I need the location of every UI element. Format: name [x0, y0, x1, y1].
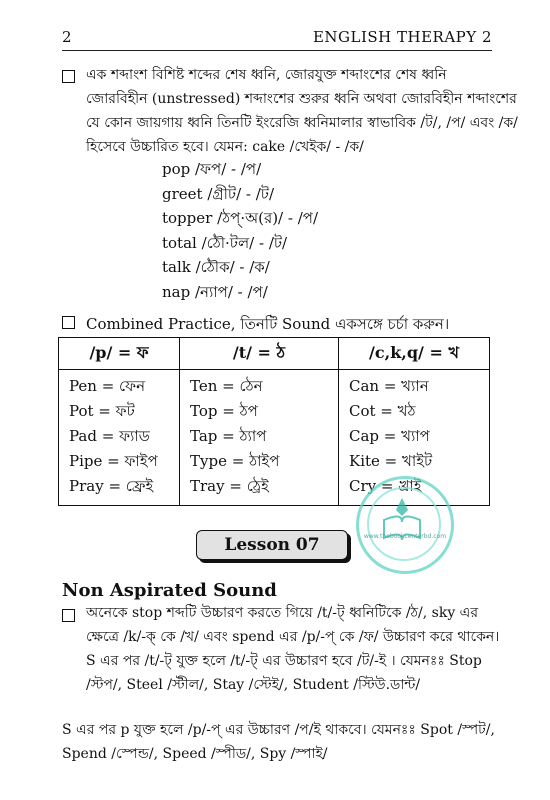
paragraph-line: Spend /স্পেন্ড/, Speed /স্পীড/, Spy /স্পাই/ [62, 746, 328, 762]
book-title: ENGLISH THERAPY 2 [312, 28, 492, 46]
example-item: nap /ন্যাপ/ - /প/ [162, 282, 268, 301]
paragraph-line: /স্টপ/, Steel /স্টীল/, Stay /স্টেই/, Student /স্টিউ.ডান্ট/ [86, 677, 421, 693]
column-header: /c,k,q/ = খ [339, 338, 490, 370]
example-item: pop /ফপ/ - /প/ [162, 160, 262, 178]
word-item: Pray = ফ্রেই [69, 477, 154, 495]
word-item: Cap = খ্যাপ [349, 427, 430, 445]
word-item: Can = খ্যান [349, 377, 429, 395]
intro-line: যে কোন জায়গায় ধ্বনি তিনটি ইংরেজি ধ্বনিমালার স্বাভাবিক /ট/, /প/ এবং /ক/ [86, 115, 518, 131]
example-item: talk /ঠৌক/ - /ক/ [162, 258, 270, 276]
word-item: Pipe = ফাইপ [69, 452, 158, 470]
word-item: Pot = ফট [69, 402, 135, 420]
table-cell [180, 370, 339, 506]
combined-practice-title: Combined Practice, তিনটি Sound একসঙ্গে চর্চা করুন। [86, 315, 450, 333]
word-item: Cot = খঠ [349, 402, 416, 420]
table-cell [59, 370, 180, 506]
intro-line: জোরবিহীন (unstressed) শব্দাংশের শুরুর ধ্বনি অথবা জোরবিহীন শব্দাংশের [86, 91, 517, 107]
word-item: Tap = ঠ্যাপ [190, 427, 267, 445]
sp-paragraph [62, 718, 495, 766]
example-item: topper /ঠপ্‌·অ(র)/ - /প/ [162, 209, 318, 227]
intro-paragraph [86, 63, 518, 159]
page-number: 2 [62, 28, 72, 46]
word-item: Cry = খ্রাই [349, 477, 422, 495]
watermark-stamp [356, 476, 454, 574]
stamp-url: www.thebookcenterbd.com [363, 533, 447, 540]
intro-line: এক শব্দাংশ বিশিষ্ট শব্দের শেষ ধ্বনি, জোরযুক্ত শব্দাংশের শেষ ধ্বনি [86, 67, 447, 83]
word-item: Pad = ফ্যাড [69, 427, 150, 445]
lesson-badge: Lesson 07 [196, 530, 348, 560]
example-item: greet /গ্রীট/ - /ট/ [162, 184, 275, 203]
checkbox-bullet-icon [62, 609, 75, 622]
example-item: total /ঠৌ·টল/ - /ট/ [162, 233, 288, 252]
checkbox-bullet-icon [62, 70, 75, 83]
column-header: /t/ = ঠ [180, 338, 339, 370]
paragraph-line: ক্ষেত্রে /k/-ক্ কে /খ/ এবং spend এর /p/-প্ কে /ফ/ উচ্চারণ করে থাকেন। [86, 629, 500, 645]
word-item: Kite = খাইট [349, 452, 433, 470]
paragraph-line: অনেকে stop শব্দটি উচ্চারণ করতে গিয়ে /t/-ট্ ধ্বনিটিকে /ঠ/, sky এর [86, 605, 479, 621]
non-aspirated-paragraph [86, 601, 500, 697]
word-item: Tray = ঠ্রেই [190, 477, 269, 495]
paragraph-line: S এর পর p যুক্ত হলে /p/-প্ এর উচ্চারণ /প/ই থাকবে। যেমনঃঃ Spot /স্পট/, [62, 722, 495, 738]
paragraph-line: S এর পর /t/-ট্ যুক্ত হলে /t/-ট্ এর উচ্চারণ হবে /ট/-ই । যেমনঃঃ Stop [86, 653, 482, 669]
example-list [162, 157, 318, 304]
word-item: Type = ঠাইপ [190, 452, 280, 470]
section-heading: Non Aspirated Sound [62, 580, 277, 601]
word-item: Top = ঠপ [190, 402, 258, 420]
checkbox-bullet-icon [62, 316, 75, 329]
book-icon [356, 476, 448, 568]
word-item: Ten = ঠেন [190, 377, 263, 395]
intro-line: হিসেবে উচ্চারিত হবে। যেমন: cake /খেইক/ - /ক/ [86, 139, 364, 155]
column-header: /p/ = ফ [59, 338, 180, 370]
word-item: Pen = ফেন [69, 377, 146, 395]
page-header [62, 28, 492, 51]
